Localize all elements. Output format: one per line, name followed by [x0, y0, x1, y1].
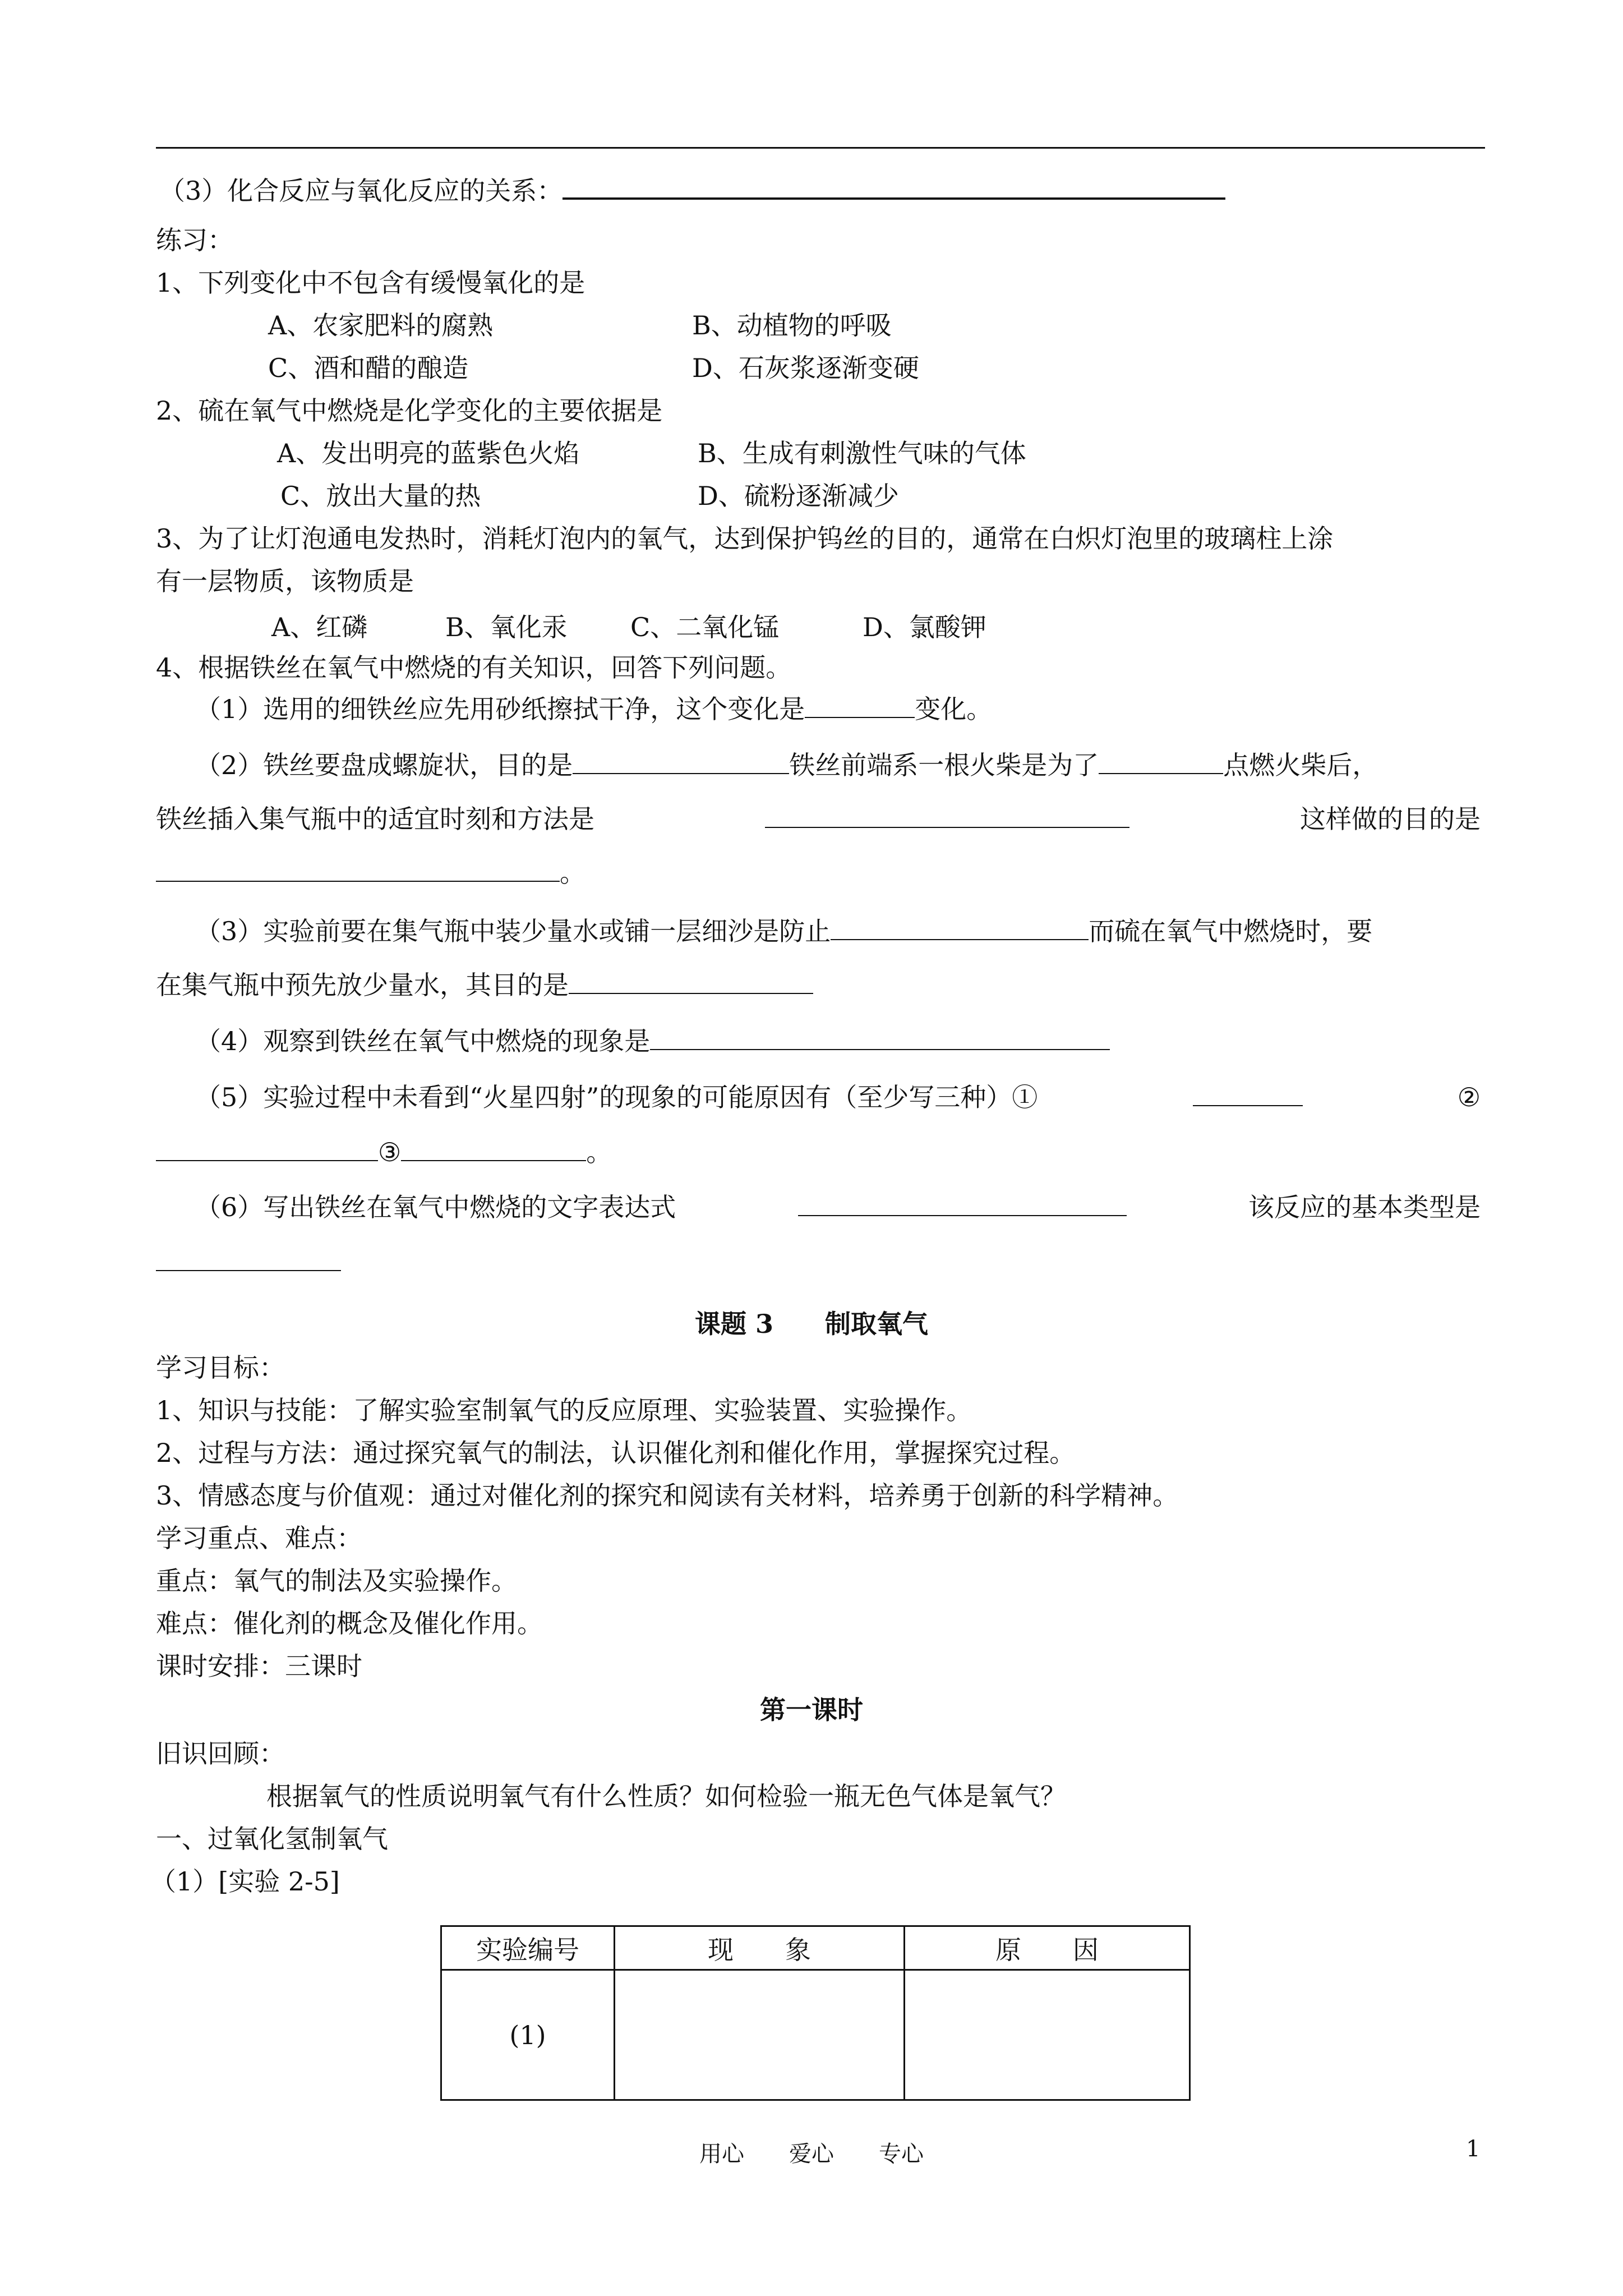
- q2-option-a: A、发出明亮的蓝紫色火焰: [277, 438, 580, 468]
- question-2-stem: 2、硫在氧气中燃烧是化学变化的主要依据是: [156, 395, 663, 426]
- answer-blank[interactable]: [1099, 748, 1223, 774]
- answer-blank[interactable]: [765, 802, 1129, 828]
- lesson-title: 课题 3 制取氧气: [694, 1309, 929, 1339]
- table-cell-phenomenon[interactable]: [615, 1970, 905, 2100]
- relation-line: （3）化合反应与氧化反应的关系：: [159, 173, 1225, 208]
- q3-option-a: A、红磷: [271, 612, 368, 642]
- q4-part-1: （1）选用的细铁丝应先用砂纸擦拭干净，这个变化是 变化。: [195, 692, 992, 726]
- review-heading: 旧识回顾：: [156, 1738, 285, 1769]
- question-1-stem: 1、下列变化中不包含有缓慢氧化的是: [156, 268, 585, 298]
- goal-3: 3、情感态度与价值观：通过对催化剂的探究和阅读有关材料，培养勇于创新的科学精神。: [156, 1480, 1179, 1511]
- experiment-label: （1）[实验 2-5]: [150, 1866, 340, 1897]
- q1-option-d: D、石灰浆逐渐变硬: [692, 353, 919, 383]
- table-cell-number: (1): [441, 1970, 615, 2100]
- review-question: 根据氧气的性质说明氧气有什么性质？如何检验一瓶无色气体是氧气？: [266, 1781, 1066, 1811]
- q4-part-3-line-2: 在集气瓶中预先放少量水，其目的是: [156, 968, 813, 1002]
- practice-heading: 练习：: [156, 225, 233, 255]
- q4-part-3: （3）实验前要在集气瓶中装少量水或铺一层细沙是防止 而硫在氧气中燃烧时，要: [195, 914, 1372, 948]
- answer-blank[interactable]: [798, 1190, 1127, 1216]
- goal-2: 2、过程与方法：通过探究氧气的制法，认识催化剂和催化作用，掌握探究过程。: [156, 1438, 1076, 1468]
- q3-option-c: C、二氧化锰: [630, 612, 780, 642]
- q4-part-6: （6）写出铁丝在氧气中燃烧的文字表达式 该反应的基本类型是: [195, 1190, 1481, 1224]
- q4-part-6-line-2: [156, 1245, 341, 1279]
- q4-part-4: （4）观察到铁丝在氧气中燃烧的现象是: [195, 1024, 1110, 1058]
- table-cell-reason[interactable]: [905, 1970, 1190, 2100]
- table-row: [441, 1970, 1190, 2100]
- question-3-stem: 3、为了让灯泡通电发热时，消耗灯泡内的氧气，达到保护钨丝的目的，通常在白炽灯泡里的玻璃柱上涂: [156, 523, 1334, 554]
- q4-part-2: （2）铁丝要盘成螺旋状，目的是 铁丝前端系一根火柴是为了 点燃火柴后，: [195, 748, 1378, 782]
- q4-part-2-line-2: 铁丝插入集气瓶中的适宜时刻和方法是 这样做的目的是: [156, 802, 1481, 836]
- answer-blank[interactable]: [831, 914, 1089, 940]
- q2-option-b: B、生成有刺激性气味的气体: [698, 438, 1026, 468]
- footer-motto: 用心 爱心 专心: [699, 2141, 924, 2167]
- answer-blank[interactable]: [569, 968, 813, 994]
- q3-option-b: B、氧化汞: [445, 612, 568, 642]
- q1-option-b: B、动植物的呼吸: [692, 310, 892, 341]
- difficult-point: 难点：催化剂的概念及催化作用。: [156, 1608, 543, 1639]
- page-number: 1: [1466, 2136, 1481, 2162]
- answer-blank[interactable]: [805, 692, 915, 718]
- answer-blank[interactable]: [156, 1135, 378, 1161]
- period-schedule: 课时安排：三课时: [156, 1651, 362, 1681]
- q2-option-c: C、放出大量的热: [280, 481, 481, 511]
- key-point: 重点：氧气的制法及实验操作。: [156, 1566, 517, 1596]
- q4-part-5-line-2: ③ 。: [156, 1135, 612, 1169]
- goals-heading: 学习目标：: [156, 1352, 285, 1383]
- goal-1: 1、知识与技能：了解实验室制氧气的反应原理、实验装置、实验操作。: [156, 1395, 972, 1425]
- q1-option-a: A、农家肥料的腐熟: [268, 310, 494, 341]
- answer-blank[interactable]: [156, 1245, 341, 1271]
- answer-blank[interactable]: [401, 1135, 586, 1161]
- question-3-stem-cont: 有一层物质，该物质是: [156, 566, 414, 596]
- focus-heading: 学习重点、难点：: [156, 1523, 362, 1553]
- table-header-number: 实验编号: [441, 1926, 615, 1970]
- section-heading: 一、过氧化氢制氧气: [156, 1824, 388, 1854]
- q4-part-5: （5）实验过程中未看到“火星四射”的现象的可能原因有（至少写三种）① ②: [195, 1080, 1481, 1114]
- answer-blank[interactable]: [650, 1024, 1110, 1050]
- q3-option-d: D、氯酸钾: [863, 612, 986, 642]
- answer-blank[interactable]: [562, 173, 1225, 200]
- header-rule: [156, 147, 1485, 149]
- table-header-reason: 原 因: [905, 1926, 1190, 1970]
- answer-blank[interactable]: [1193, 1080, 1303, 1106]
- first-period-title: 第一课时: [760, 1695, 863, 1725]
- q2-option-d: D、硫粉逐渐减少: [698, 481, 899, 511]
- q4-part-2-line-3: 。: [156, 856, 585, 890]
- answer-blank[interactable]: [156, 856, 560, 882]
- table-header-phenomenon: 现 象: [615, 1926, 905, 1970]
- experiment-table: [440, 1925, 1191, 2101]
- question-4-stem: 4、根据铁丝在氧气中燃烧的有关知识，回答下列问题。: [156, 652, 792, 683]
- answer-blank[interactable]: [573, 748, 789, 774]
- q1-option-c: C、酒和醋的酿造: [268, 353, 469, 383]
